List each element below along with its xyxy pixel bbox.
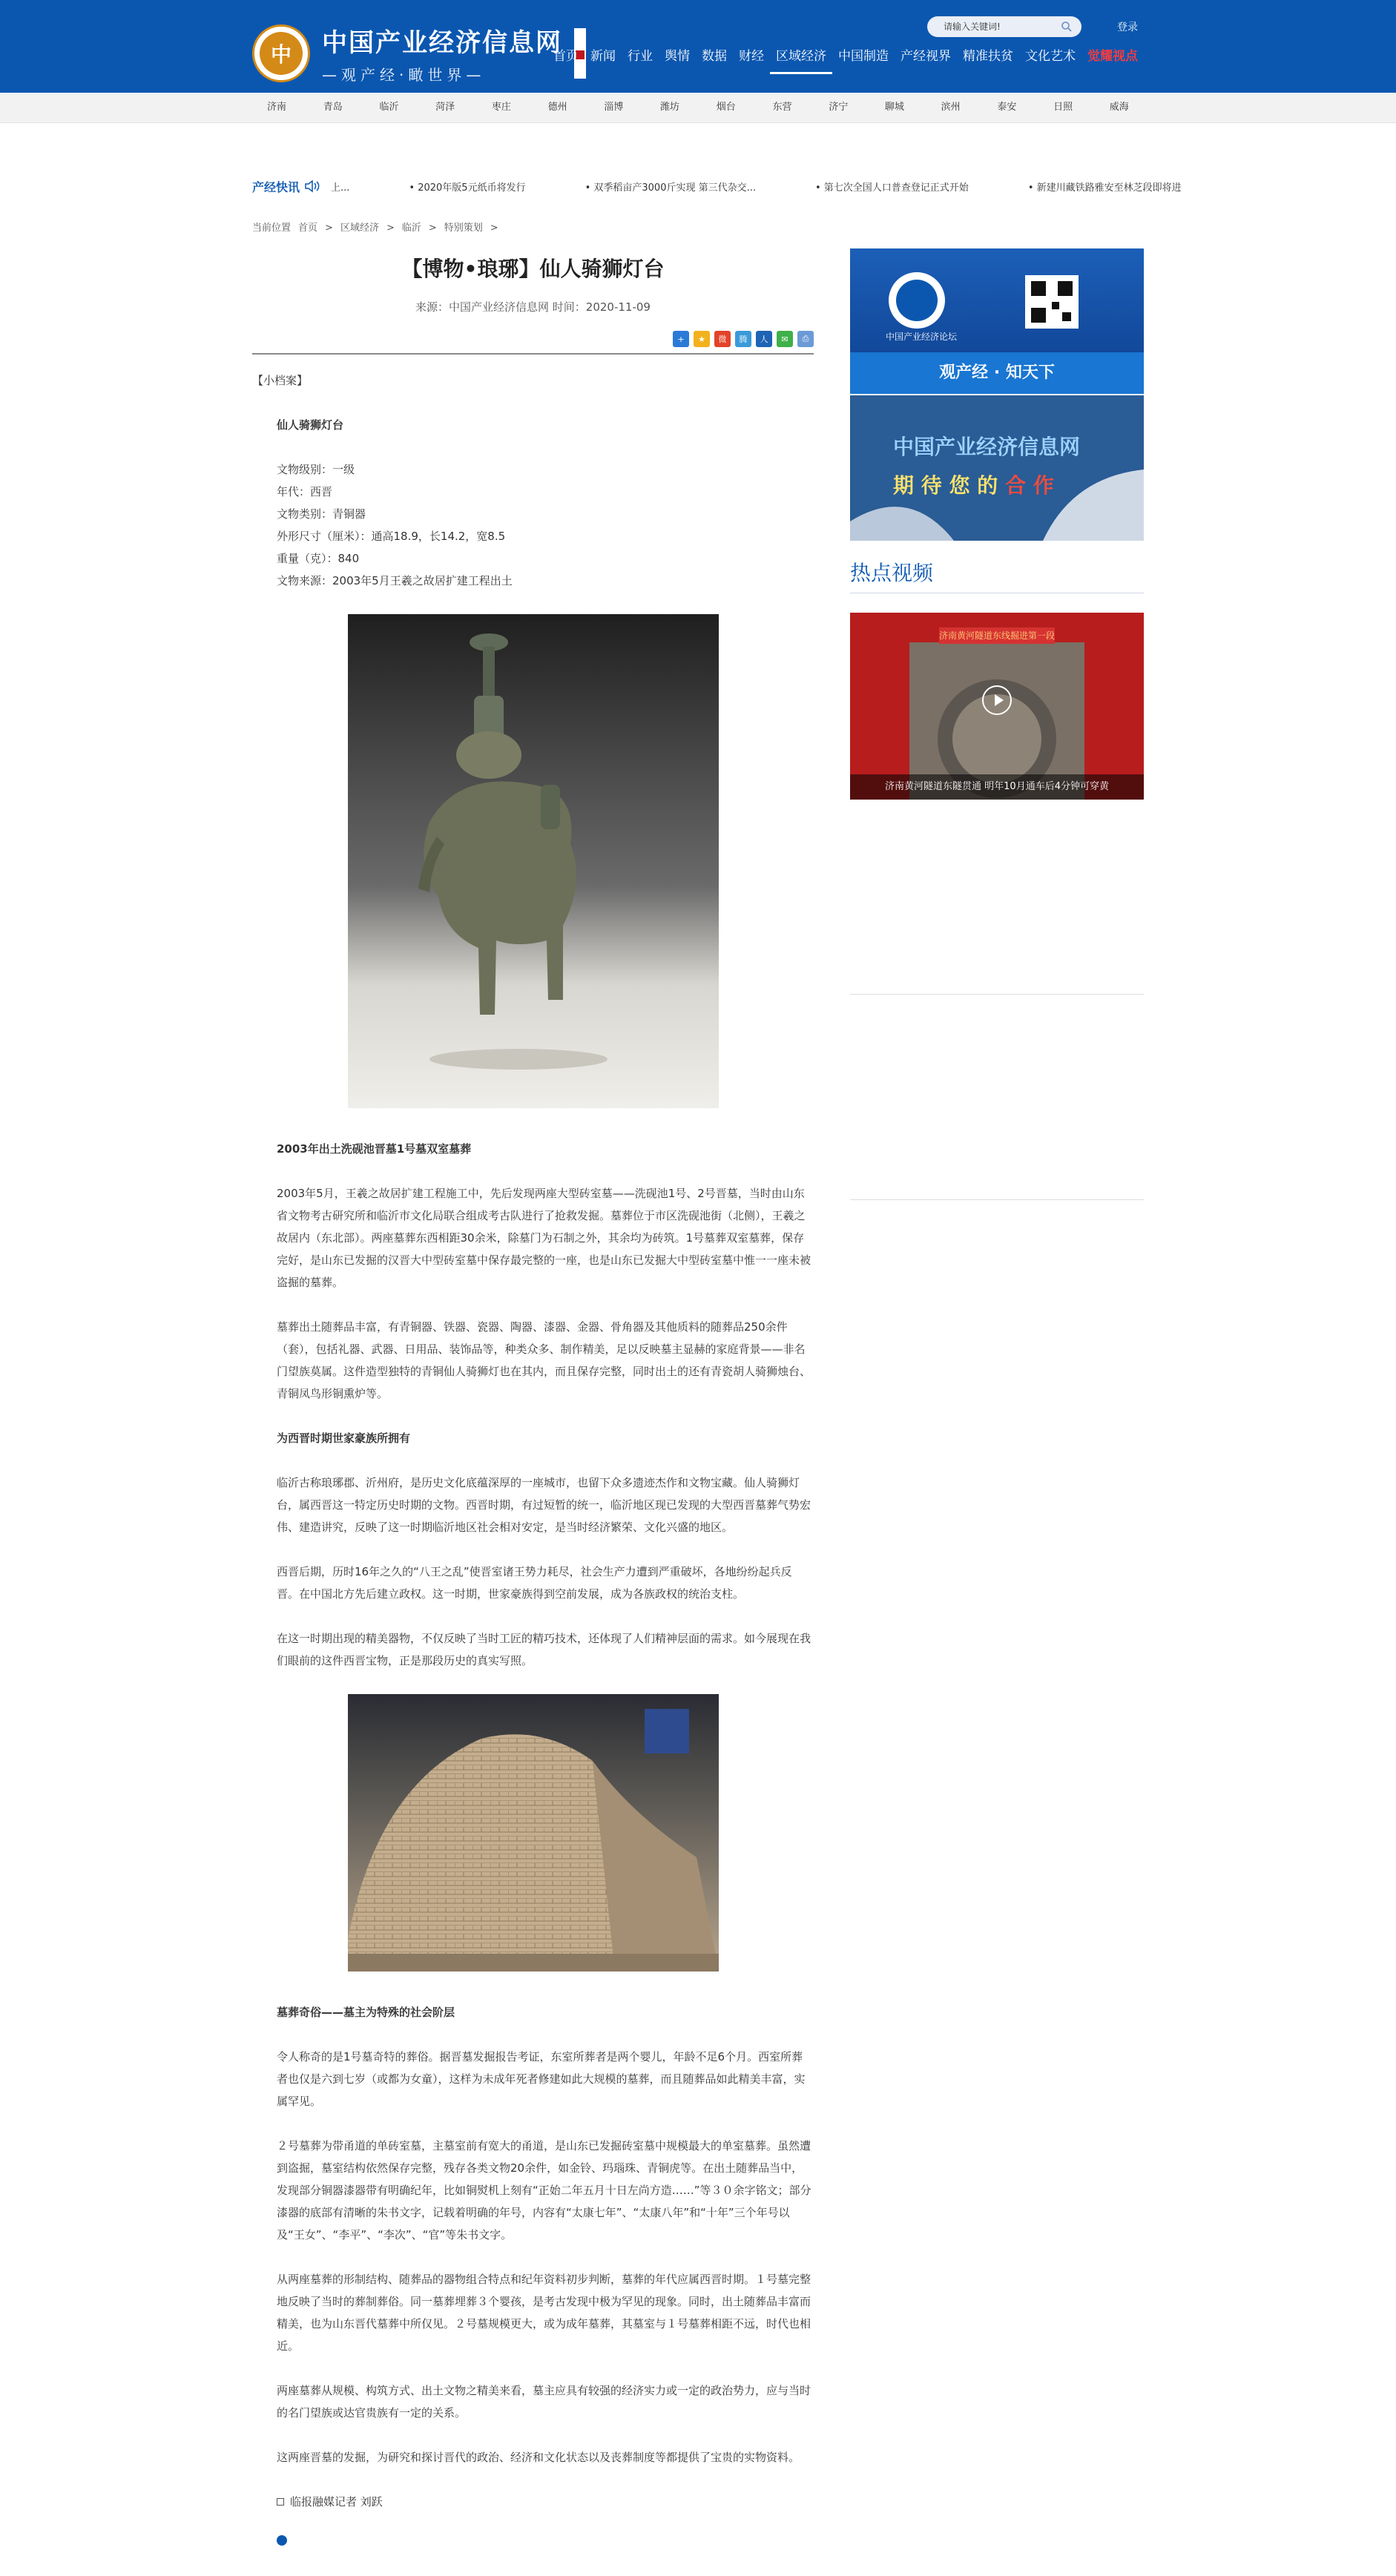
- city-link-10[interactable]: 济宁: [829, 102, 849, 113]
- article-title: 【博物•琅琊】仙人骑狮灯台: [401, 257, 665, 281]
- forum-banner-slogan: 观产经 · 知天下: [939, 363, 1055, 382]
- author-line: [252, 2491, 814, 2513]
- cooperation-banner-title: 中国产业经济信息网: [893, 435, 1081, 459]
- logo-emblem-icon: 中: [252, 24, 310, 82]
- city-link-15[interactable]: 威海: [1109, 102, 1129, 113]
- main-nav: [547, 45, 1144, 74]
- spec-line-5: 文物来源：2003年5月王羲之故居扩建工程出土: [277, 574, 513, 587]
- breadcrumb-item-3[interactable]: 临沂: [401, 223, 421, 234]
- section-heading-1: 2003年出土洗砚池晋墓1号墓双室墓葬: [277, 1142, 472, 1156]
- nav-item-1[interactable]: 新闻: [590, 49, 616, 64]
- nav-item-3[interactable]: 舆情: [665, 49, 690, 64]
- forum-banner-title: 中国产业经济论坛: [886, 332, 958, 342]
- breadcrumb-separator: >: [490, 223, 498, 234]
- city-nav: [0, 93, 1396, 123]
- paragraph: 2003年5月，王羲之故居扩建工程施工中，先后发现两座大型砖室墓——洗砚池1号、2号晋墓，当时由山东省文物考古研究所和临沂市文化局联合组成考古队进行了抢救发掘。墓葬位于市区洗砚池街（北侧），王羲之故居内（东北部）。两座墓葬东西相距30余米，除墓门为石制之外，其余均为砖筑。1号墓葬双室墓葬，保存完好，是山东已发掘的汉晋大中型砖室墓中保存最完整的一座，也是山东已发掘大中型砖室墓中惟一一座未被盗掘的墓葬。: [277, 1187, 811, 1289]
- nav-item-4[interactable]: 数据: [702, 49, 727, 64]
- city-link-1[interactable]: 青岛: [323, 102, 343, 113]
- share-more-icon[interactable]: +: [673, 331, 689, 347]
- city-link-4[interactable]: 枣庄: [491, 102, 511, 113]
- city-link-12[interactable]: 滨州: [941, 102, 961, 113]
- ticker-item-3[interactable]: • 第七次全国人口普查登记正式开始: [815, 182, 969, 194]
- site-logo[interactable]: [252, 22, 586, 85]
- city-link-3[interactable]: 菏泽: [435, 102, 455, 113]
- nav-item-8[interactable]: 产经视界: [901, 49, 951, 64]
- breadcrumb-item-4[interactable]: 特别策划: [444, 223, 483, 234]
- spec-line-2: 文物类别：青铜器: [277, 507, 366, 521]
- ticker-item-1[interactable]: • 2020年版5元纸币将发行: [409, 182, 526, 194]
- search-icon[interactable]: [1061, 21, 1073, 33]
- city-link-11[interactable]: 聊城: [884, 102, 904, 113]
- article-body: [252, 369, 814, 2546]
- sidebar: [850, 248, 1144, 2546]
- article-meta: 来源：中国产业经济信息网 时间：2020-11-09: [415, 300, 651, 314]
- video-caption: 济南黄河隧道东隧贯通 明年10月通车后4分钟可穿黄: [850, 774, 1144, 800]
- spec-line-3: 外形尺寸（厘米）：通高18.9，长14.2，宽8.5: [277, 530, 506, 543]
- paragraph: ２号墓葬为带甬道的单砖室墓，主墓室前有宽大的甬道，是山东已发掘砖室墓中规模最大的单室墓葬。虽然遭到盗掘，墓室结构依然保存完整，残存各类文物20余件，如金铃、玛瑙珠、青铜虎等。在出土随葬品当中，发现部分铜器漆器带有明确纪年，比如铜熨机上刻有“正始二年五月十日左尚方造……”等３０余字铭文；部分漆器的底部有清晰的朱书文字，记载着明确的年号，内容有“太康七年”、“太康八年”和“十年”三个年号以及“王女”、“李平”、“李次”、“官”等朱书文字。: [277, 2139, 811, 2241]
- city-link-5[interactable]: 德州: [547, 102, 567, 113]
- circle-dot-icon: [277, 2535, 287, 2546]
- paragraph: 临沂古称琅琊郡、沂州府，是历史文化底蕴深厚的一座城市，也留下众多遗迹杰作和文物宝藏。仙人骑狮灯台，属西晋这一特定历史时期的文物。西晋时期，有过短暂的统一，临沂地区现已发现的大型西晋墓葬气势宏伟、建造讲究，反映了这一时期临沂地区社会相对安定，是当时经济繁荣、文化兴盛的地区。: [277, 1476, 811, 1534]
- share-wechat-icon[interactable]: ✉: [777, 331, 793, 347]
- nav-item-7[interactable]: 中国制造: [838, 49, 889, 64]
- login-link[interactable]: 登录: [1117, 22, 1138, 33]
- cooperation-banner-ad[interactable]: [850, 395, 1144, 541]
- nav-item-11[interactable]: 觉耀视点: [1087, 49, 1138, 64]
- section-heading-2: 为西晋时期世家豪族所拥有: [277, 1432, 411, 1445]
- city-link-8[interactable]: 烟台: [716, 102, 736, 113]
- city-link-0[interactable]: 济南: [267, 102, 287, 113]
- archive-label: 【小档案】: [252, 374, 309, 387]
- breadcrumb-item-0: 当前位置: [252, 223, 292, 234]
- spec-line-1: 年代：西晋: [277, 485, 333, 498]
- share-renren-icon[interactable]: 人: [756, 331, 772, 347]
- paragraph: 令人称奇的是1号墓奇特的葬俗。据晋墓发掘报告考证，东室所葬者是两个婴儿，年龄不足6个月。西室所葬者也仅是六到七岁（或都为女童），这样为未成年死者修建如此大规模的墓葬，而且随葬品如此精美丰富，实属罕见。: [277, 2050, 806, 2108]
- hot-video-card[interactable]: [850, 613, 1144, 800]
- share-toolbar: [252, 331, 814, 347]
- ticker-items: [331, 179, 1182, 194]
- logo-slogan: —观产经·瞰世界—: [322, 66, 486, 84]
- sidebar-divider: [850, 994, 1144, 995]
- ticker-item-4[interactable]: • 新建川藏铁路雅安至林芝段即将进: [1027, 182, 1182, 194]
- paragraph: 这两座晋墓的发掘，为研究和探讨晋代的政治、经济和文化状态以及丧葬制度等都提供了宝贵的实物资料。: [277, 2451, 800, 2464]
- city-link-6[interactable]: 淄博: [604, 102, 624, 113]
- paragraph: 两座墓葬从规模、构筑方式、出土文物之精美来看，墓主应具有较强的经济实力或一定的政治势力，应与当时的名门望族或达官贵族有一定的关系。: [277, 2384, 811, 2419]
- breadcrumb-item-1[interactable]: 首页: [298, 223, 318, 234]
- cooperation-banner-slogan: 期 待 您 的 合 作: [893, 473, 1054, 498]
- city-link-13[interactable]: 泰安: [997, 102, 1017, 113]
- author-square-icon: [277, 2498, 284, 2506]
- video-banner-text: 济南黄河隧道东线掘进第一段: [938, 630, 1055, 641]
- nav-item-10[interactable]: 文化艺术: [1025, 49, 1076, 64]
- author-name: 临报融媒记者 刘跃: [290, 2495, 383, 2509]
- bronze-lamp-photo: [348, 614, 719, 1108]
- item-name: 仙人骑狮灯台: [277, 418, 344, 432]
- spec-line-0: 文物级别：一级: [277, 463, 355, 476]
- paragraph: 从两座墓葬的形制结构、随葬品的器物组合特点和纪年资料初步判断，墓葬的年代应属西晋时期。１号墓完整地反映了当时的葬制葬俗。同一墓葬埋葬３个婴孩，是考古发现中极为罕见的现象。同时，出土随葬品丰富而精美，也为山东晋代墓葬中所仅见。２号墓规模更大，或为成年墓葬，其墓室与１号墓葬相距不远，时代也相近。: [277, 2273, 811, 2353]
- search-input[interactable]: [942, 21, 1049, 33]
- breadcrumb-separator: >: [386, 223, 395, 234]
- ticker-item-0[interactable]: 上...: [331, 182, 350, 194]
- breadcrumb-separator: >: [325, 223, 333, 234]
- nav-item-9[interactable]: 精准扶贫: [963, 49, 1013, 64]
- paragraph: 在这一时期出现的精美器物，不仅反映了当时工匠的精巧技术，还体现了人们精神层面的需求。如今展现在我们眼前的这件西晋宝物，正是那段历史的真实写照。: [277, 1632, 811, 1667]
- article: [252, 248, 814, 2546]
- breadcrumb: [252, 220, 1144, 234]
- forum-banner-ad[interactable]: [850, 248, 1144, 394]
- city-link-9[interactable]: 东营: [772, 102, 792, 113]
- breadcrumb-separator: >: [428, 223, 437, 234]
- paragraph: 墓葬出土随葬品丰富，有青铜器、铁器、瓷器、陶器、漆器、金器、骨角器及其他质料的随葬品250余件（套），包括礼器、武器、日用品、装饰品等，种类众多、制作精美，足以反映墓主显赫的家庭背景——非名门望族莫属。这件造型独特的青铜仙人骑狮灯也在其内，而且保存完整，同时出土的还有青瓷胡人骑狮烛台、青铜凤鸟形铜熏炉等。: [277, 1320, 811, 1400]
- article-footer-mark: [252, 2535, 814, 2546]
- speaker-icon: [304, 179, 320, 193]
- nav-item-2[interactable]: 行业: [628, 49, 653, 64]
- ticker-label: 产经快讯: [252, 178, 320, 195]
- section-heading-3: 墓葬奇俗——墓主为特殊的社会阶层: [277, 2006, 455, 2019]
- breadcrumb-item-2[interactable]: 区域经济: [340, 223, 379, 234]
- city-link-14[interactable]: 日照: [1053, 102, 1073, 113]
- sidebar-divider: [850, 1199, 1144, 1200]
- city-link-7[interactable]: 潍坊: [660, 102, 680, 113]
- article-divider: [252, 353, 814, 355]
- share-print-icon[interactable]: ⎙: [797, 331, 814, 347]
- ticker-item-2[interactable]: • 双季稻亩产3000斤实现 第三代杂交...: [585, 182, 756, 194]
- paragraph: 西晋后期，历时16年之久的“八王之乱”使晋室诸王势力耗尽，社会生产力遭到严重破坏，各地纷纷起兵反晋。在中国北方先后建立政权。这一时期，世家豪族得到空前发展，成为各族政权的统治支柱。: [277, 1565, 792, 1601]
- play-icon[interactable]: [982, 685, 1012, 715]
- spec-list: [252, 458, 814, 592]
- share-tencent-icon[interactable]: 腾: [735, 331, 751, 347]
- nav-item-0[interactable]: 首页: [553, 49, 579, 64]
- nav-item-5[interactable]: 财经: [739, 49, 764, 64]
- nav-item-6[interactable]: 区域经济: [770, 45, 832, 74]
- spec-line-4: 重量（克）：840: [277, 552, 360, 565]
- city-link-2[interactable]: 临沂: [379, 102, 399, 113]
- share-weibo-icon[interactable]: 微: [714, 331, 731, 347]
- news-ticker: [252, 175, 1182, 197]
- tomb-photo: [348, 1694, 719, 1971]
- search-box: [927, 16, 1081, 37]
- logo-title: 中国产业经济信息网: [322, 28, 562, 58]
- share-qzone-icon[interactable]: ★: [694, 331, 710, 347]
- hot-video-heading: 热点视频: [850, 557, 1144, 593]
- site-header: [0, 0, 1396, 93]
